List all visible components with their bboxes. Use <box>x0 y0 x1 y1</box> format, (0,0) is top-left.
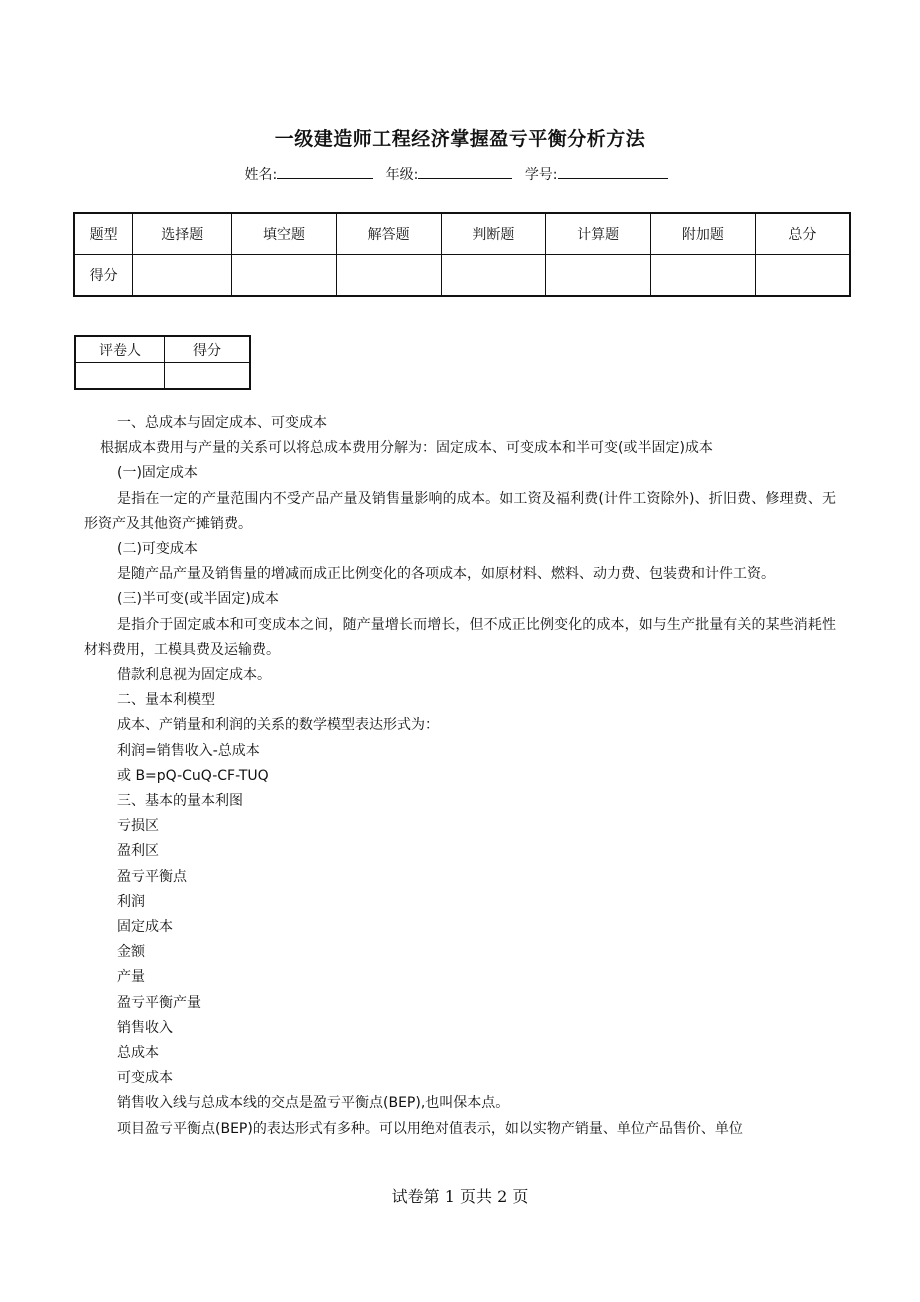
score-table <box>73 212 851 297</box>
chart-label-item: 盈亏平衡点 <box>117 868 187 885</box>
name-label: 姓名: <box>244 167 278 183</box>
grade-field[interactable] <box>418 164 512 179</box>
header-cell-fill: 填空题 <box>232 213 337 255</box>
chart-label-item: 固定成本 <box>117 919 173 936</box>
score-cell[interactable] <box>133 255 232 297</box>
header-cell-type: 题型 <box>74 213 133 255</box>
score-table-score-row <box>74 255 850 297</box>
formula-line: 或 B=pQ-CuQ-CF-TUQ <box>117 767 269 784</box>
chart-label-item: 利润 <box>117 893 145 910</box>
paragraph: 根据成本费用与产量的关系可以将总成本费用分解为：固定成本、可变成本和半可变(或半固定)成本 <box>100 440 713 457</box>
grader-score-cell[interactable] <box>165 363 251 390</box>
paragraph: 项目盈亏平衡点(BEP)的表达形式有多种。可以用绝对值表示，如以实物产销量、单位产品售价、单位 <box>117 1120 743 1137</box>
paragraph: 销售收入线与总成本线的交点是盈亏平衡点(BEP),也叫保本点。 <box>117 1095 510 1112</box>
student-id-label: 学号: <box>524 167 558 183</box>
document-title: 一级建造师工程经济掌握盈亏平衡分析方法 <box>274 128 646 150</box>
chart-label-item: 总成本 <box>117 1045 159 1062</box>
score-cell[interactable] <box>755 255 850 297</box>
header-cell-choice: 选择题 <box>133 213 232 255</box>
chart-label-item: 金额 <box>117 944 145 961</box>
chart-label-item: 产量 <box>117 969 145 986</box>
paragraph: 是随产品产量及销售量的增减而成正比例变化的各项成本，如原材料、燃料、动力费、包装费和计件工资。 <box>117 566 775 583</box>
score-cell[interactable] <box>650 255 755 297</box>
header-cell-answer: 解答题 <box>336 213 441 255</box>
score-cell[interactable] <box>232 255 337 297</box>
score-cell[interactable] <box>441 255 546 297</box>
score-cell[interactable] <box>336 255 441 297</box>
grader-name-cell[interactable] <box>75 363 165 390</box>
paragraph: 成本、产销量和利润的关系的数学模型表达形式为： <box>117 717 439 734</box>
score-table-header-row <box>74 213 850 255</box>
grader-table <box>74 335 251 390</box>
subsection-heading: (一)固定成本 <box>117 465 198 482</box>
section-heading: 三、基本的量本利图 <box>117 793 243 810</box>
section-heading: 二、量本利模型 <box>117 692 215 709</box>
chart-label-item: 盈亏平衡产量 <box>117 994 201 1011</box>
document-body <box>84 411 836 1142</box>
student-id-field[interactable] <box>558 164 668 179</box>
chart-label-item: 亏损区 <box>117 818 159 835</box>
subsection-heading: (三)半可变(或半固定)成本 <box>117 591 279 608</box>
chart-label-item: 可变成本 <box>117 1070 173 1087</box>
header-cell-extra: 附加题 <box>650 213 755 255</box>
grader-score-header-cell: 得分 <box>165 336 251 363</box>
header-cell-judge: 判断题 <box>441 213 546 255</box>
header-cell-calc: 计算题 <box>546 213 651 255</box>
name-field[interactable] <box>277 164 373 179</box>
score-cell[interactable] <box>546 255 651 297</box>
student-info-line <box>0 164 920 184</box>
formula-line: 利润=销售收入-总成本 <box>117 742 260 759</box>
header-cell-total: 总分 <box>755 213 850 255</box>
score-row-label: 得分 <box>74 255 133 297</box>
page-footer: 试卷第 1 页共 2 页 <box>391 1187 529 1206</box>
paragraph: 是指在一定的产量范围内不受产品产量及销售量影响的成本。如工资及福利费(计件工资除外)、折旧费、修理费、无形资产及其他资产摊销费。 <box>84 490 836 532</box>
chart-label-item: 盈利区 <box>117 843 159 860</box>
paragraph: 是指介于固定戚本和可变成本之间，随产量增长而增长，但不成正比例变化的成本，如与生产批量有关的某些消耗性材料费用，工模具费及运输费。 <box>84 616 836 658</box>
chart-label-item: 销售收入 <box>117 1019 173 1036</box>
grade-label: 年级: <box>385 167 419 183</box>
grader-header-cell: 评卷人 <box>75 336 165 363</box>
grader-header-row <box>75 336 250 363</box>
paragraph: 借款利息视为固定成本。 <box>117 667 271 684</box>
grader-input-row <box>75 363 250 390</box>
subsection-heading: (二)可变成本 <box>117 541 198 558</box>
section-heading: 一、总成本与固定成本、可变成本 <box>117 415 327 431</box>
